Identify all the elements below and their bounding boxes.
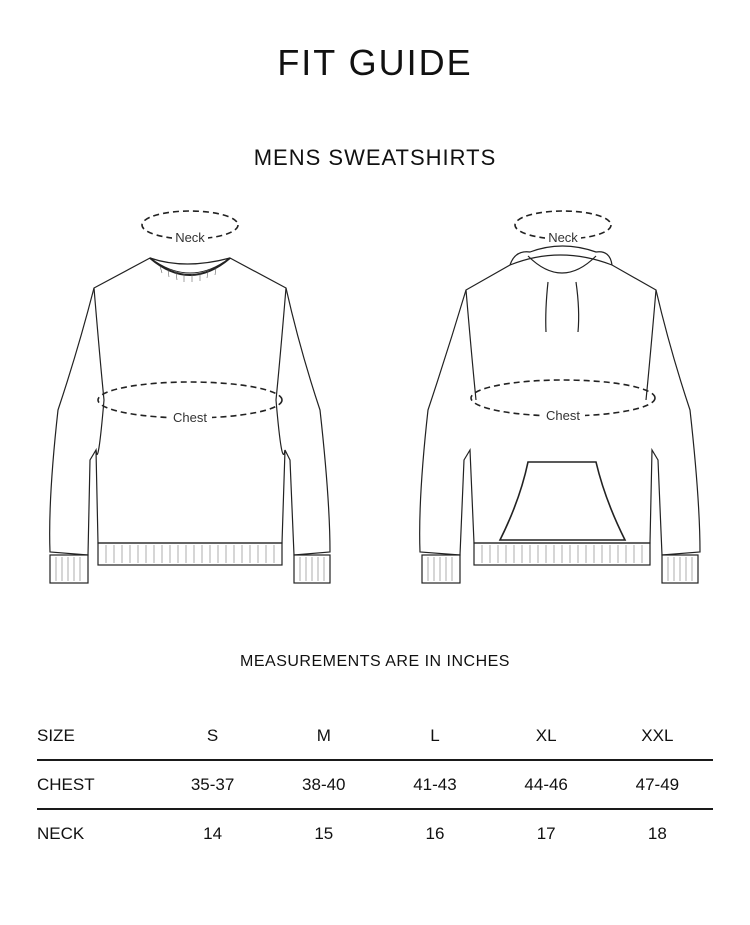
hoodie-neck-label: Neck bbox=[548, 230, 578, 245]
table-cell: 14 bbox=[203, 823, 223, 843]
size-header-cell: M bbox=[268, 712, 379, 760]
size-header-cell: XXL bbox=[602, 712, 713, 760]
table-header-row bbox=[37, 712, 713, 760]
crewneck-chest-label: Chest bbox=[173, 410, 207, 425]
crewneck-neck-label: Neck bbox=[175, 230, 205, 245]
table-cell: 41-43 bbox=[379, 760, 490, 809]
page-title: FIT GUIDE bbox=[277, 42, 473, 83]
size-header-cell: L bbox=[379, 712, 490, 760]
size-header-cell: S bbox=[157, 712, 268, 760]
table-row bbox=[37, 760, 713, 809]
hoodie-illustration bbox=[420, 211, 700, 583]
row-label: NECK bbox=[37, 823, 85, 843]
table-cell: 15 bbox=[314, 823, 334, 843]
hoodie-chest-label: Chest bbox=[546, 408, 580, 423]
table-cell: 35-37 bbox=[157, 760, 268, 809]
header-label: SIZE bbox=[37, 712, 157, 760]
page-subtitle: MENS SWEATSHIRTS bbox=[253, 145, 497, 170]
table-cell: 44-46 bbox=[491, 760, 602, 809]
table-cell: 16 bbox=[425, 823, 445, 843]
table-row bbox=[37, 809, 713, 857]
table-cell: 47-49 bbox=[602, 760, 713, 809]
table-cell: 17 bbox=[536, 823, 556, 843]
table-cell: 18 bbox=[647, 823, 667, 843]
row-label: CHEST bbox=[37, 760, 157, 809]
size-header-cell: XL bbox=[491, 712, 602, 760]
measurement-note: MEASUREMENTS ARE IN INCHES bbox=[240, 653, 510, 670]
crewneck-illustration bbox=[50, 211, 330, 583]
table-cell: 38-40 bbox=[268, 760, 379, 809]
size-table bbox=[37, 712, 713, 857]
sweatshirt-illustrations bbox=[0, 200, 750, 600]
